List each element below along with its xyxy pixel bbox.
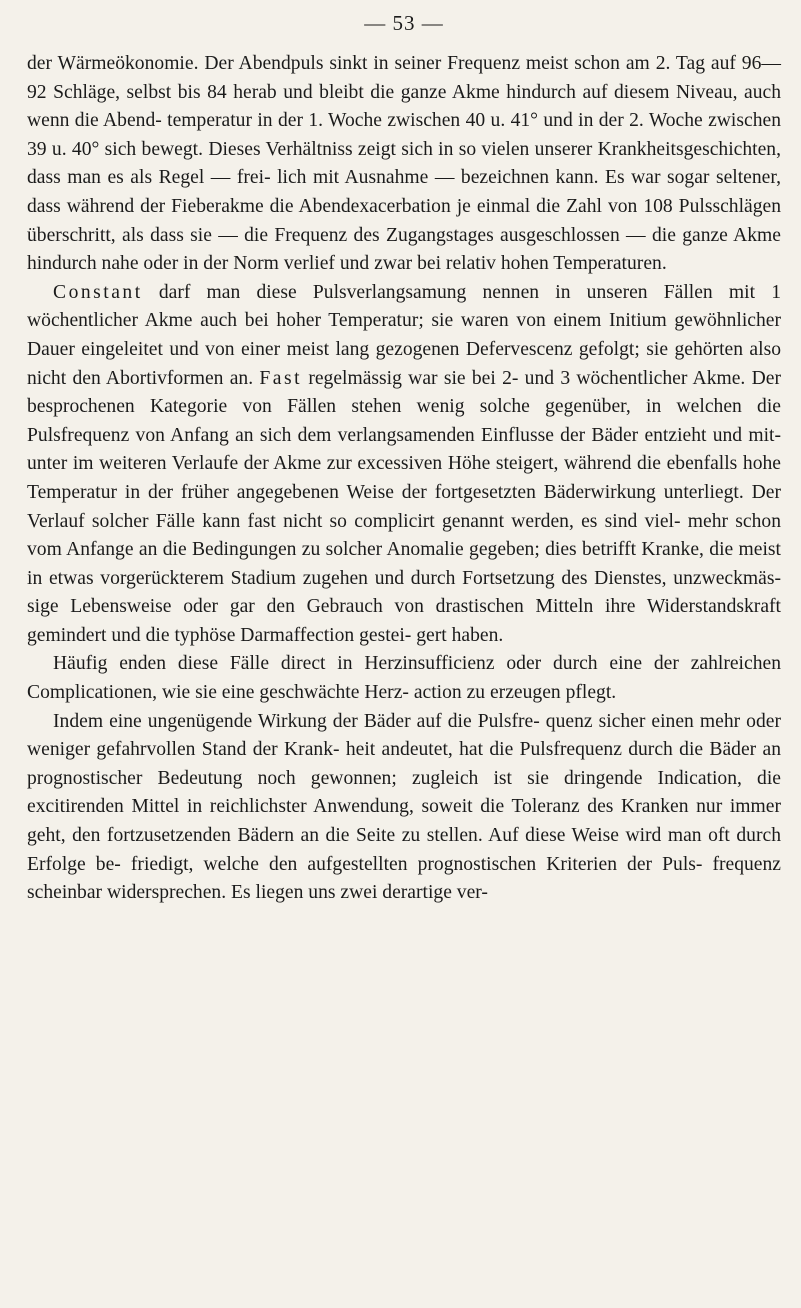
body-text [27, 50, 781, 908]
paragraph-4-text: Indem eine ungenügende Wirkung der Bäder auf die Pulsfre- quenz sicher einen mehr oder weniger gefahrvollen Stand der Krank- heit andeutet, hat die Pulsfrequenz durch die Bäder an prognostischer Bedeutung noch gewonnen; zugleich ist sie dringende Indication, die excitirenden Mittel in reichlichster Anwendung, soweit die Toleranz des Kranken nur immer geht, den fortzusetzenden Bädern an die Seite zu stellen. Auf diese Weise wird man oft durch Erfolge be- friedigt, welche den aufgestellten prognostischen Kriterien der Puls- frequenz scheinbar widersprechen. Es liegen uns zwei derartige ver- [27, 710, 781, 904]
paragraph-3 [27, 650, 781, 707]
emphasis-constant: Constant [53, 281, 143, 303]
paragraph-3-text: Häufig enden diese Fälle direct in Herzinsufficienz oder durch eine der zahlreichen Complicationen, wie sie eine geschwächte Herz- action zu erzeugen pflegt. [27, 653, 781, 704]
emphasis-fast: Fast [259, 367, 303, 389]
paragraph-1 [27, 50, 781, 279]
page-number: — 53 — [364, 11, 444, 35]
paragraph-2-text-b: regelmässig war sie bei 2- und 3 wöchentlicher Akme. Der besprochenen Kategorie von Fällen stehen wenig solche gegenüber, in welchen die Pulsfrequenz von Anfang an sich dem verlangsamenden Einflusse der Bäder entzieht und mit- unter im weiteren Verlaufe der Akme zur excessiven Höhe steigert, während die ebenfalls hohe Temperatur in der früher angegebenen Weise der fortgesetzten Bäderwirkung unterliegt. Der Verlauf solcher Fälle kann fast nicht so complicirt genannt werden, es sind viel- mehr schon vom Anfange an die Bedingungen zu solcher Anomalie gegeben; dies betrifft Kranke, die meist in etwas vorgerückterem Stadium zugehen und durch Fortsetzung des Dienstes, unzweckmäs- sige Lebensweise oder gar den Gebrauch von drastischen Mitteln ihre Widerstandskraft gemindert und die typhöse Darmaffection gestei- gert haben. [27, 367, 781, 646]
paragraph-4 [27, 708, 781, 908]
paragraph-2 [27, 279, 781, 651]
paragraph-1-text: der Wärmeökonomie. Der Abendpuls sinkt in seiner Frequenz meist schon am 2. Tag auf 96—92 Schläge, selbst bis 84 herab und bleibt die ganze Akme hindurch auf diesem Niveau, auch wenn die Abend- temperatur in der 1. Woche zwischen 40 u. 41° und in der 2. Woche zwischen 39 u. 40° sich bewegt. Dieses Verhältniss zeigt sich in so vielen unserer Krankheitsgeschichten, dass man es als Regel — frei- lich mit Ausnahme — bezeichnen kann. Es war sogar seltener, dass während der Fieberakme die Abendexacerbation je einmal die Zahl von 108 Pulsschlägen überschritt, als dass sie — die Frequenz des Zugangstages ausgeschlossen — die ganze Akme hindurch nahe oder in der Norm verlief und zwar bei relativ hohen Temperaturen. [27, 53, 781, 275]
paragraph-2-text-a: darf man diese Pulsverlangsamung nennen in unseren Fällen mit 1 wöchentlicher Akme auch bei hoher Temperatur; sie waren von einem Initium gewöhnlicher Dauer eingeleitet und von einer meist lang gezogenen Defervescenz gefolgt; sie gehörten also nicht den Abortivformen an. [27, 281, 781, 389]
